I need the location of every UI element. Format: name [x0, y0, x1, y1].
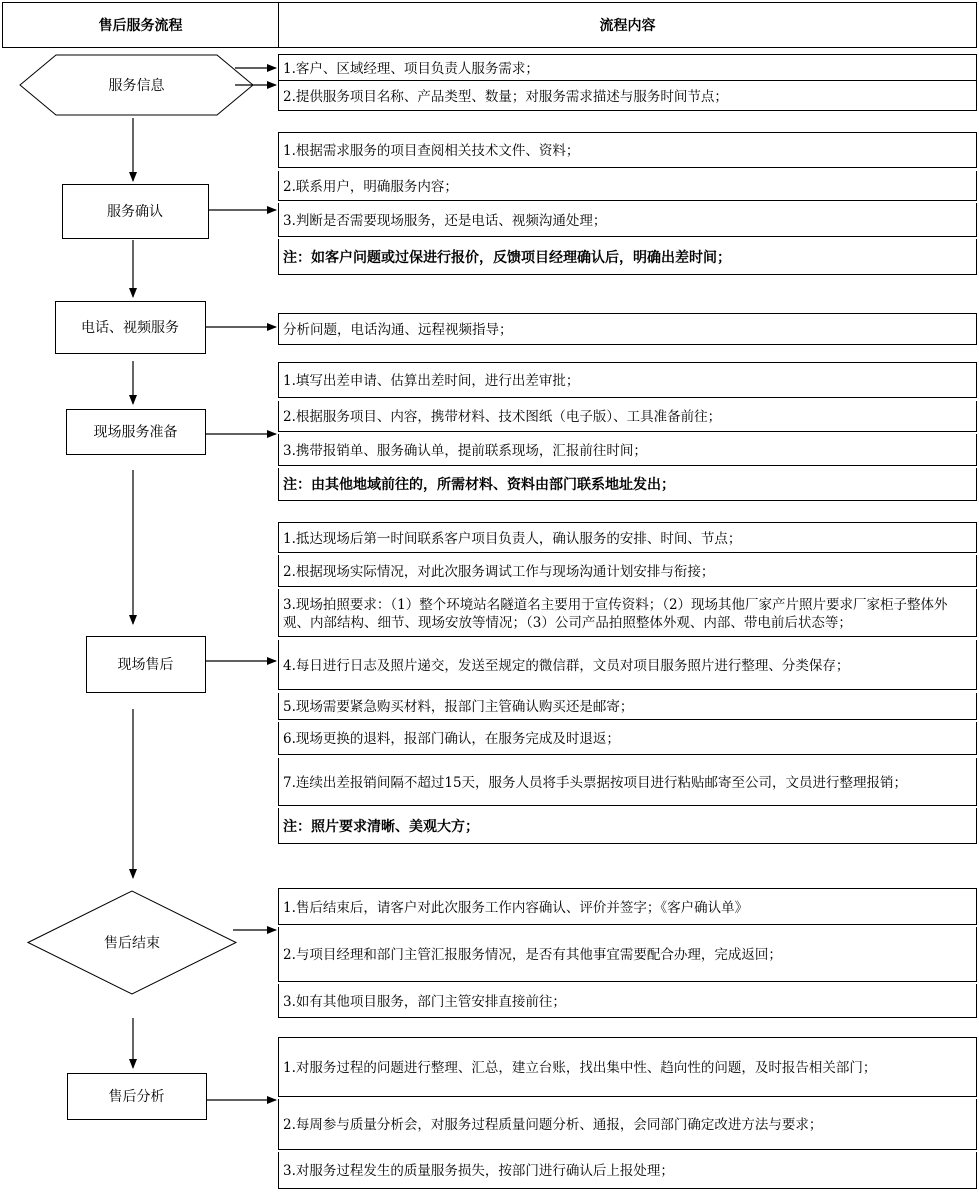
step-7-label: 售后分析: [108, 1089, 165, 1105]
step-7-item: 3.对服务过程发生的质量服务损失，按部门进行确认后上报处理；: [278, 1152, 977, 1189]
step-5-item: 6.现场更换的退料，报部门确认，在服务完成及时退返；: [278, 722, 977, 755]
step-4-label: 现场服务准备: [93, 424, 178, 441]
step-7-item: 1.对服务过程的问题进行整理、汇总，建立台账，找出集中性、趋向性的问题，及时报告相关部门；: [278, 1037, 977, 1097]
step-2-item: 2.联系用户，明确服务内容；: [278, 171, 977, 201]
step-6-item: 2.与项目经理和部门主管汇报服务情况，是否有其他事宜需要配合办理，完成返回；: [278, 927, 977, 982]
step-5-item: 1.抵达现场后第一时间联系客户项目负责人，确认服务的安排、时间、节点；: [278, 522, 977, 553]
step-5-label: 现场售后: [117, 657, 174, 673]
step-2-label: 服务确认: [107, 204, 163, 220]
step-5-item: 2.根据现场实际情况，对此次服务调试工作与现场沟通计划安排与衔接；: [278, 555, 977, 587]
step-2-item: 3.判断是否需要现场服务，还是电话、视频沟通处理；: [278, 203, 977, 237]
step-5-item: 5.现场需要紧急购买材料，报部门主管确认购买还是邮寄；: [278, 693, 977, 720]
header-left: 售后服务流程: [2, 2, 279, 48]
step-5-item: 4.每日进行日志及照片递交，发送至规定的微信群，文员对项目服务照片进行整理、分类保存；: [278, 640, 977, 690]
step-6-label: 售后结束: [104, 935, 160, 952]
step-5-note: 注：照片要求清晰、美观大方；: [278, 808, 977, 844]
step-6-item: 3.如有其他项目服务，部门主管安排直接前往；: [278, 984, 977, 1018]
step-7-item: 2.每周参与质量分析会，对服务过程质量问题分析、通报，会同部门确定改进方法与要求；: [278, 1099, 977, 1150]
step-5-item: 3.现场拍照要求：（1）整个环境站名隧道名主要用于宣传资料；（2）现场其他厂家产片照片要求厂家柜子整体外观、内部结构、细节、现场安放等情况；（3）公司产品拍照整体外观、内部、带电前后状态等；: [278, 589, 977, 637]
step-4-item: 1.填写出差申请、估算出差时间，进行出差审批；: [278, 362, 977, 398]
step-1-label: 服务信息: [108, 78, 165, 94]
step-6-item: 1.售后结束后，请客户对此次服务工作内容确认、评价并签字；《客户确认单》: [278, 888, 977, 925]
step-4-item: 3.携带报销单、服务确认单，提前联系现场，汇报前往时间；: [278, 434, 977, 466]
step-1-item: 2.提供服务项目名称、产品类型、数量；对服务需求描述与服务时间节点；: [278, 81, 977, 111]
step-4-item: 2.根据服务项目、内容，携带材料、技术图纸（电子版）、工具准备前往；: [278, 401, 977, 432]
step-4-note: 注：由其他地域前往的，所需材料、资料由部门联系地址发出；: [278, 468, 977, 501]
step-1-item: 1.客户、区域经理、项目负责人服务需求；: [278, 54, 977, 81]
step-2-item: 1.根据需求服务的项目查阅相关技术文件、资料；: [278, 132, 977, 168]
step-2-note: 注：如客户问题或过保进行报价，反馈项目经理确认后，明确出差时间；: [278, 239, 977, 275]
step-3-item: 分析问题，电话沟通、远程视频指导；: [278, 313, 977, 345]
step-3-label: 电话、视频服务: [81, 320, 179, 336]
header-right: 流程内容: [278, 2, 977, 48]
step-5-item: 7.连续出差报销间隔不超过15天，服务人员将手头票据按项目进行粘贴邮寄至公司，文员进行整理报销；: [278, 758, 977, 806]
